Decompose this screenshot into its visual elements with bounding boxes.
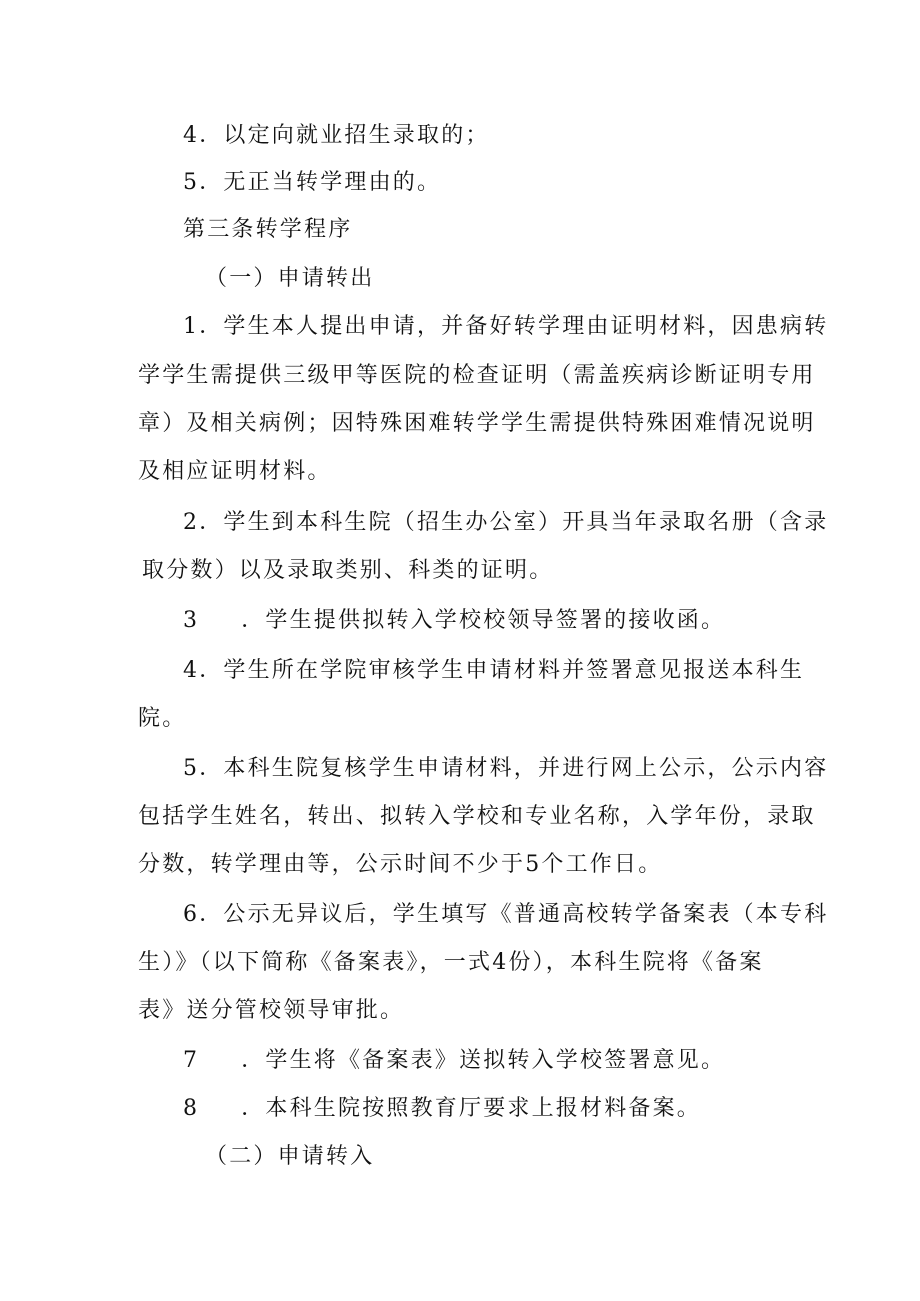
step-8 <box>183 1094 701 1124</box>
step-6-line-1: 6．公示无异议后，学生填写《普通高校转学备案表（本专科 <box>183 902 829 927</box>
step-5-line-2: 包括学生姓名，转出、拟转入学校和专业名称，入学年份，录取 <box>138 804 816 829</box>
step-1-line-4: 及相应证明材料。 <box>138 459 332 484</box>
step-4-line-2: 院。 <box>138 706 187 731</box>
step-6-line-2: 生）》（以下简称《备案表》，一式4份），本科生院将《备案 <box>138 950 764 975</box>
step-1-line-1: 1．学生本人提出申请，并备好转学理由证明材料，因患病转 <box>183 314 829 339</box>
step-3-text: ．学生提供拟转入学校校领导签署的接收函。 <box>241 608 726 633</box>
step-4-line-1: 4．学生所在学院审核学生申请材料并签署意见报送本科生 <box>183 658 805 683</box>
step-2-line-2: 取分数）以及录取类别、科类的证明。 <box>142 558 554 583</box>
step-5-line-3: 分数，转学理由等，公示时间不少于5个工作日。 <box>138 852 663 877</box>
step-1-line-2: 学学生需提供三级甲等医院的检查证明（需盖疾病诊断证明专用 <box>138 363 816 388</box>
step-3-number: 3 <box>183 608 200 633</box>
step-5-line-1: 5．本科生院复核学生申请材料，并进行网上公示，公示内容 <box>183 756 829 781</box>
step-7-text: ．学生将《备案表》送拟转入学校签署意见。 <box>241 1048 726 1073</box>
step-7-number: 7 <box>183 1048 200 1073</box>
section-2-heading: （二）申请转入 <box>205 1144 375 1169</box>
step-8-text: ．本科生院按照教育厅要求上报材料备案。 <box>241 1096 702 1121</box>
step-6-line-3: 表》送分管校领导审批。 <box>138 998 405 1023</box>
item-4-not-eligible: 4．以定向就业招生录取的； <box>183 123 490 148</box>
step-7 <box>183 1046 725 1076</box>
step-1-line-3: 章）及相关病例；因特殊困难转学学生需提供特殊困难情况说明 <box>138 411 816 436</box>
step-3 <box>183 606 725 636</box>
step-2-line-1: 2．学生到本科生院（招生办公室）开具当年录取名册（含录 <box>183 510 829 535</box>
section-1-heading: （一）申请转出 <box>205 266 375 291</box>
step-8-number: 8 <box>183 1096 200 1121</box>
item-5-not-eligible: 5．无正当转学理由的。 <box>183 170 442 195</box>
article-3-heading: 第三条转学程序 <box>183 217 353 242</box>
